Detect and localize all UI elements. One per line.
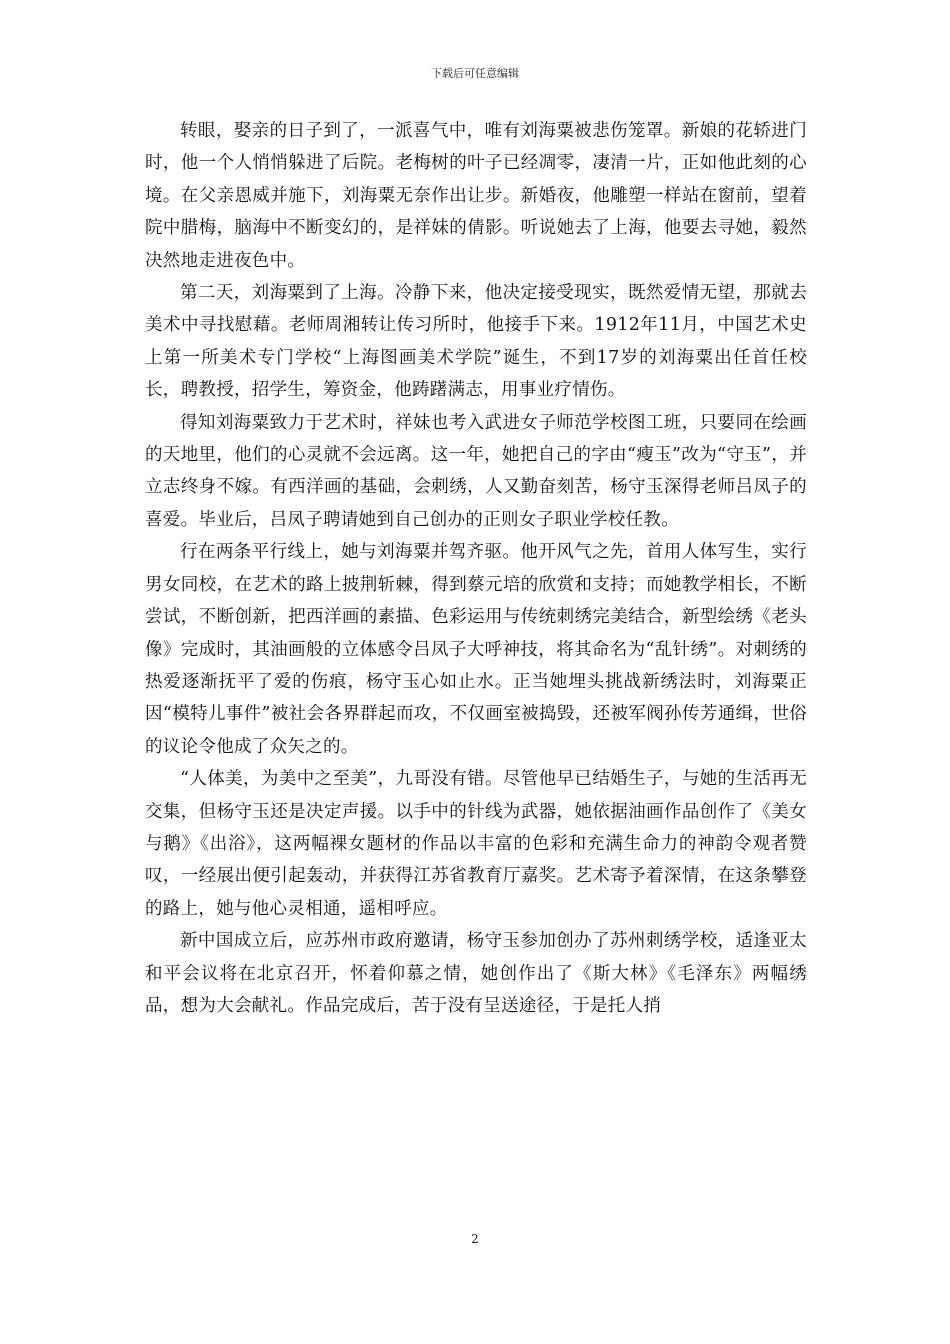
paragraph-2: 第二天，刘海粟到了上海。冷静下来，他决定接受现实，既然爱情无望，那就去美术中寻找慰藉。老师周湘转让传习所时，他接手下来。1912年11月，中国艺术史上第一所美术专门学校“上海图画美术学院”诞生，不到17岁的刘海粟出任首任校长，聘教授，招学生，筹资金，他踌躇满志，用事业疗情伤。 [145, 283, 807, 401]
paragraph-4: 行在两条平行线上，她与刘海粟并驾齐驱。他开风气之先，首用人体写生，实行男女同校，在艺术的路上披荆斩棘，得到蔡元培的欣赏和支持；而她教学相长，不断尝试，不断创新，把西洋画的素描、色彩运用与传统刺绣完美结合，新型绘绣《老头像》完成时，其油画般的立体感令吕凤子大呼神技，将其命名为“乱针绣”。对刺绣的热爱逐渐抚平了爱的伤痕，杨守玉心如止水。正当她埋头挑战新绣法时，刘海粟正因“模特儿事件”被社会各界群起而攻，不仅画室被捣毁，还被军阀孙传芳通缉，世俗的议论令他成了众矢之的。 [145, 542, 807, 757]
page-header: 下载后可任意编辑 [431, 67, 519, 80]
paragraph-1: 转眼，娶亲的日子到了，一派喜气中，唯有刘海粟被悲伤笼罩。新娘的花轿进门时，他一个人悄悄躲进了后院。老梅树的叶子已经凋零，凄清一片，正如他此刻的心境。在父亲恩威并施下，刘海粟无奈作出让步。新婚夜，他雕塑一样站在窗前，望着院中腊梅，脑海中不断变幻的，是祥妹的倩影。听说她去了上海，他要去寻她，毅然决然地走进夜色中。 [145, 121, 807, 271]
document-body [145, 115, 807, 1022]
paragraph-6: 新中国成立后，应苏州市政府邀请，杨守玉参加创办了苏州刺绣学校，适逢亚太和平会议将在北京召开，怀着仰慕之情，她创作出了《斯大林》《毛泽东》两幅绣品，想为大会献礼。作品完成后，苦于没有呈送途径，于是托人捎 [145, 931, 807, 1016]
paragraph-5: “人体美，为美中之至美”，九哥没有错。尽管他早已结婚生子，与她的生活再无交集，但杨守玉还是决定声援。以手中的针线为武器，她依据油画作品创作了《美女与鹅》《出浴》，这两幅裸女题材的作品以丰富的色彩和充满生命力的神韵令观者赞叹，一经展出便引起轰动，并获得江苏省教育厅嘉奖。艺术寄予着深情，在这条攀登的路上，她与他心灵相通，遥相呼应。 [145, 769, 807, 919]
paragraph-3: 得知刘海粟致力于艺术时，祥妹也考入武进女子师范学校图工班，只要同在绘画的天地里，他们的心灵就不会远离。这一年，她把自己的字由“瘦玉”改为“守玉”，并立志终身不嫁。有西洋画的基础，会刺绣，人又勤奋刻苦，杨守玉深得老师吕凤子的喜爱。毕业后，吕凤子聘请她到自己创办的正则女子职业学校任教。 [145, 412, 807, 530]
page-number: 2 [471, 1232, 479, 1246]
